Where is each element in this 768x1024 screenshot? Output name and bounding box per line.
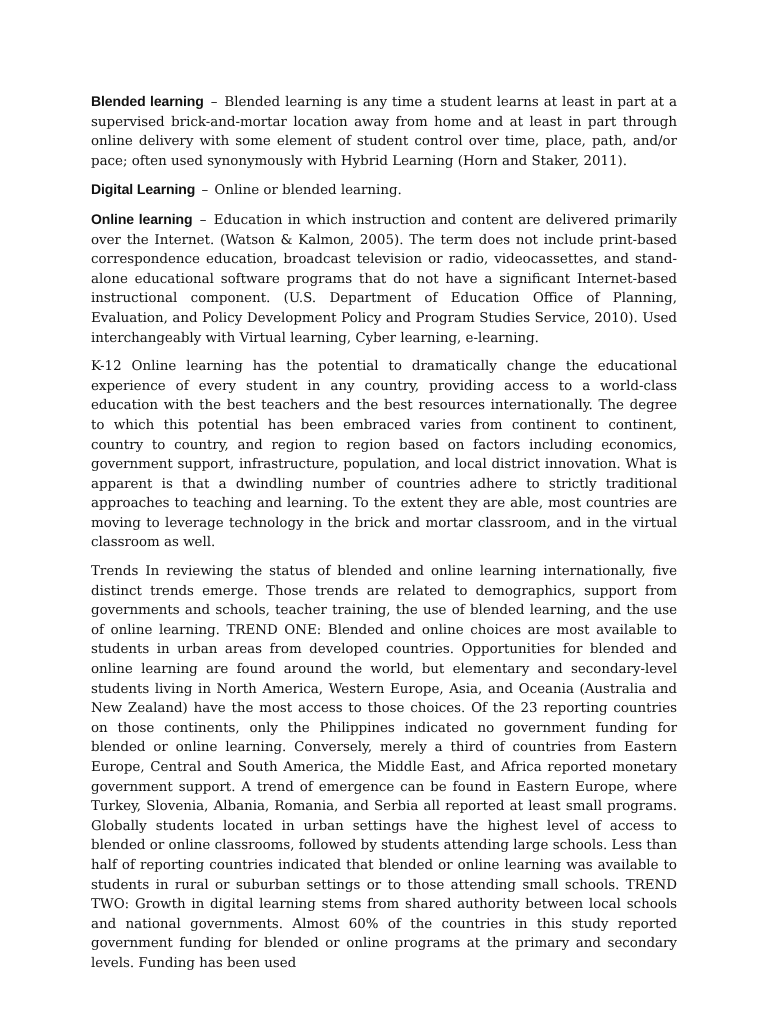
document-body — [91, 92, 677, 983]
body-paragraph-trends: Trends In reviewing the status of blended and online learning internationally, five distinct trends emerge. Those trends are related to demographics, support from governments and schools, teacher training, the use of blended learning, and the use of online learning. TREND ONE: Blended and online choices are most available to students in urban areas from developed countries. Opportunities for blended and online learning are found around the world, but elementary and secondary-level students living in North America, Western Europe, Asia, and Oceania (Australia and New Zealand) have the most access to those choices. Of the 23 reporting countries on those continents, only the Philippines indicated no government funding for blended or online learning. Conversely, merely a third of countries from Eastern Europe, Central and South America, the Middle East, and Africa reported monetary government support. A trend of emergence can be found in Eastern Europe, where Turkey, Slovenia, Albania, Romania, and Serbia all reported at least small programs. Globally students located in urban settings have the highest level of access to blended or online classrooms, followed by students attending large schools. Less than half of reporting countries indicated that blended or online learning was available to students in rural or suburban settings or to those attending small schools. TREND TWO: Growth in digital learning stems from shared authority between local schools and national governments. Almost 60% of the countries in this study reported government funding for blended or online programs at the primary and secondary levels. Funding has been used — [91, 564, 677, 971]
definition-term: Online learning — [91, 210, 193, 227]
definition-blended-learning — [91, 92, 677, 171]
definition-term: Blended learning — [91, 93, 204, 109]
definition-digital-learning — [91, 180, 677, 201]
definition-term: Digital Learning — [91, 181, 196, 198]
definition-separator: – — [210, 95, 218, 110]
definition-separator: – — [201, 183, 209, 199]
definition-text: Blended learning is any time a student learns at least in part at a supervised brick-and-mortar location away from home and at least in part through online delivery with some element of student control over time, place, path, and/or pace; often used synonymously with Hybrid Learning (Horn and Staker, 2011). — [91, 95, 677, 169]
definition-text: Education in which instruction and content are delivered primarily over the Internet. (Watson & Kalmon, 2005). The term does not include print-based correspondence education, broadcast television or radio, videocassettes, and stand-alone educational software programs that do not have a significant Internet-based instructional component. (U.S. Department of Education Office of Planning, Evaluation, and Policy Development Policy and Program Studies Service, 2010). Used interchangeably with Virtual learning, Cyber learning, e-learning. — [91, 212, 677, 346]
body-paragraph-k12: K-12 Online learning has the potential to dramatically change the educational experience of every student in any country, providing access to a world-class education with the best teachers and the best resources internationally. The degree to which this potential has been embraced varies from continent to continent, country to country, and region to region based on factors including economics, government support, infrastructure, population, and local district innovation. What is apparent is that a dwindling number of countries adhere to strictly traditional approaches to teaching and learning. To the extent they are able, most countries are moving to leverage technology in the brick and mortar classroom, and in the virtual classroom as well. — [91, 359, 677, 551]
definition-text: Online or blended learning. — [214, 183, 402, 199]
definition-separator: – — [199, 212, 207, 228]
definition-online-learning — [91, 210, 677, 348]
